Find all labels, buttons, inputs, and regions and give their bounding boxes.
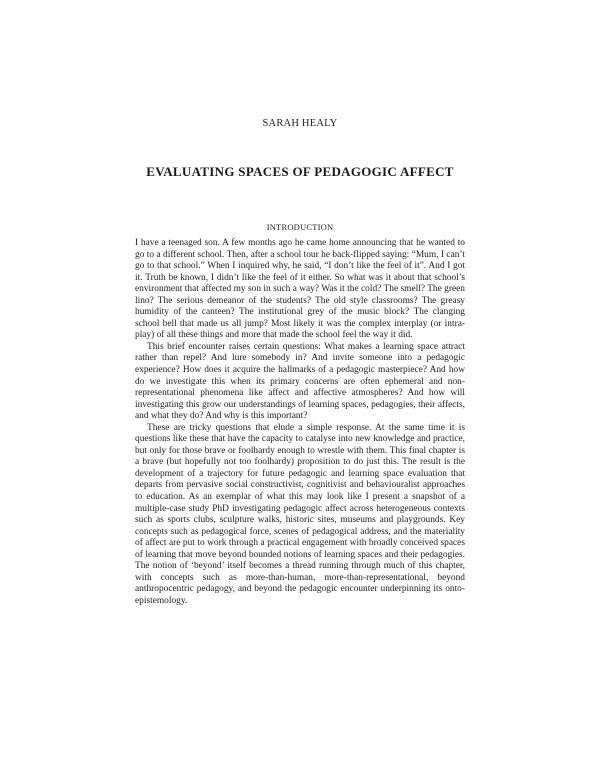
paragraph: I have a teenaged son. A few months ago he came home announcing that he wanted to go to a different school. Then, after a school tour he back-flipped saying: “Mum, I can’t go to that school.” When I inquired why, he said, “I don’t like the feel of it”. And I got it. Truth be known, I didn’t like the feel of it either. So what was it about that school’s environment that affected my son in such a way? Was it the cold? The smell? The green lino? The serious demeanor of the students? The old style classrooms? The greasy humidity of the canteen? The institutional grey of the music block? The clanging school bell that made us all jump? Most likely it was the complex interplay (or intra-play) of all these things and more that made the school feel the way it did.	[135, 238, 465, 341]
paragraph: These are tricky questions that elude a simple response. At the same time it is questions like these that have the capacity to catalyse into new knowledge and practice, but only for those brave or foolhardy enough to wrestle with them. This final chapter is a brave (but hopefully not too foolhardy) proposition to do just this. The result is the development of a trajectory for future pedagogic and learning space evaluation that departs from pervasive social constructivist, cognitivist and behaviouralist approaches to education. As an exemplar of what this may look like I present a snapshot of a multiple-case study PhD investigating pedagogic affect across heterogeneous contexts such as sports clubs, sculpture walks, historic sites, museums and playgrounds. Key concepts such as pedagogical force, scenes of pedagogical address, and the materiality of affect are put to work through a practical engagement with broadly conceived spaces of learning that move beyond bounded notions of learning spaces and their pedagogies. The notion of ‘beyond’ itself becomes a thread running through much of this chapter, with concepts such as more-than-human, more-than-representational, beyond anthropocentric pedagogy, and beyond the pedagogic encounter underpinning its onto-epistemology.	[135, 422, 465, 606]
body-text	[135, 238, 465, 608]
chapter-title: EVALUATING SPACES OF PEDAGOGIC AFFECT	[146, 164, 454, 179]
author-name: SARAH HEALY	[262, 118, 338, 129]
section-heading: INTRODUCTION	[266, 222, 334, 232]
paragraph: This brief encounter raises certain questions: What makes a learning space attract rather than repel? And lure somebody in? And invite someone into a pedagogic experience? How does it acquire the hallmarks of a pedagogic masterpiece? And how do we investigate this when its primary concerns are often ephemeral and non-representational phenomena like affect and affective atmospheres? And how will investigating this grow our understandings of learning spaces, pedagogies, their affects, and what they do? And why is this important?	[135, 341, 465, 422]
